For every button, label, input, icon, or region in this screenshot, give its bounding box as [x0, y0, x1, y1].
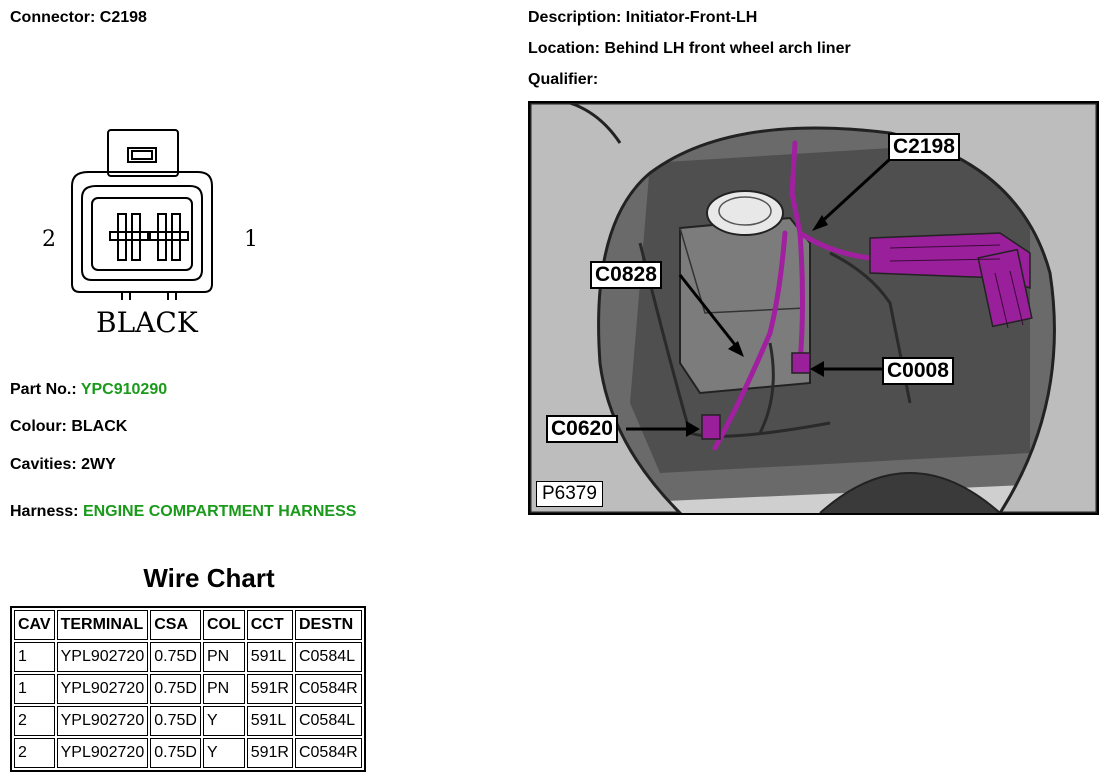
cell-terminal: YPL902720: [57, 674, 149, 704]
header-col: COL: [203, 610, 245, 640]
pin-1-label: 1: [244, 227, 258, 252]
header-destn: DESTN: [295, 610, 362, 640]
cavities-line: [10, 455, 116, 475]
cell-terminal: YPL902720: [57, 642, 149, 672]
description-line: [528, 8, 757, 28]
harness-line: [10, 502, 356, 522]
cell-col: PN: [203, 674, 245, 704]
cell-col: Y: [203, 706, 245, 736]
table-row: [14, 642, 362, 672]
cell-destn: C0584L: [295, 642, 362, 672]
header-csa: CSA: [150, 610, 201, 640]
connector-value: C2198: [99, 9, 147, 26]
table-header-row: [14, 610, 362, 640]
location-label: Location:: [528, 40, 600, 57]
qualifier-line: [528, 70, 598, 90]
cell-cav: 1: [14, 674, 55, 704]
connector-face-drawing: [36, 122, 266, 352]
connector-label: Connector:: [10, 9, 96, 26]
harness-label: Harness:: [10, 503, 79, 520]
callout-c0008: C0008: [882, 357, 954, 385]
cell-cct: 591L: [247, 706, 293, 736]
part-no-label: Part No.:: [10, 381, 77, 398]
cell-cct: 591R: [247, 674, 293, 704]
callout-c0828: C0828: [590, 261, 662, 289]
colour-value: BLACK: [71, 418, 128, 435]
cell-cct: 591L: [247, 642, 293, 672]
cell-csa: 0.75D: [150, 674, 201, 704]
harness-link[interactable]: ENGINE COMPARTMENT HARNESS: [82, 503, 357, 520]
cell-destn: C0584R: [295, 738, 362, 768]
qualifier-label: Qualifier:: [528, 71, 599, 88]
cell-terminal: YPL902720: [57, 706, 149, 736]
colour-label: Colour:: [10, 418, 67, 435]
connector-location-photo: [528, 101, 1099, 515]
location-value: Behind LH front wheel arch liner: [604, 40, 851, 57]
table-row: [14, 674, 362, 704]
description-value: Initiator-Front-LH: [625, 9, 758, 26]
cavities-value: 2WY: [81, 456, 116, 473]
wire-chart-title: Wire Chart: [143, 563, 275, 593]
cell-destn: C0584L: [295, 706, 362, 736]
wire-chart-table: [10, 606, 366, 772]
callout-c0620: C0620: [546, 415, 618, 443]
header-terminal: TERMINAL: [57, 610, 149, 640]
cavities-label: Cavities:: [10, 456, 77, 473]
cell-col: PN: [203, 642, 245, 672]
cell-col: Y: [203, 738, 245, 768]
engine-bay-illustration: [530, 103, 1097, 513]
cell-csa: 0.75D: [150, 706, 201, 736]
cell-cav: 2: [14, 706, 55, 736]
cell-csa: 0.75D: [150, 642, 201, 672]
cell-cct: 591R: [247, 738, 293, 768]
cell-terminal: YPL902720: [57, 738, 149, 768]
housing-colour-label: BLACK: [96, 306, 198, 339]
pin-2-label: 2: [42, 227, 56, 252]
table-row: [14, 738, 362, 768]
header-cct: CCT: [247, 610, 293, 640]
cell-cav: 2: [14, 738, 55, 768]
photo-reference-label: P6379: [536, 481, 603, 507]
table-row: [14, 706, 362, 736]
cell-cav: 1: [14, 642, 55, 672]
part-no-line: [10, 380, 167, 400]
location-line: [528, 39, 851, 59]
header-cav: CAV: [14, 610, 55, 640]
part-no-link[interactable]: YPC910290: [80, 381, 168, 398]
cell-destn: C0584R: [295, 674, 362, 704]
cell-csa: 0.75D: [150, 738, 201, 768]
description-label: Description:: [528, 9, 622, 26]
colour-line: [10, 417, 127, 437]
callout-c2198: C2198: [888, 133, 960, 161]
connector-line: [10, 8, 147, 28]
